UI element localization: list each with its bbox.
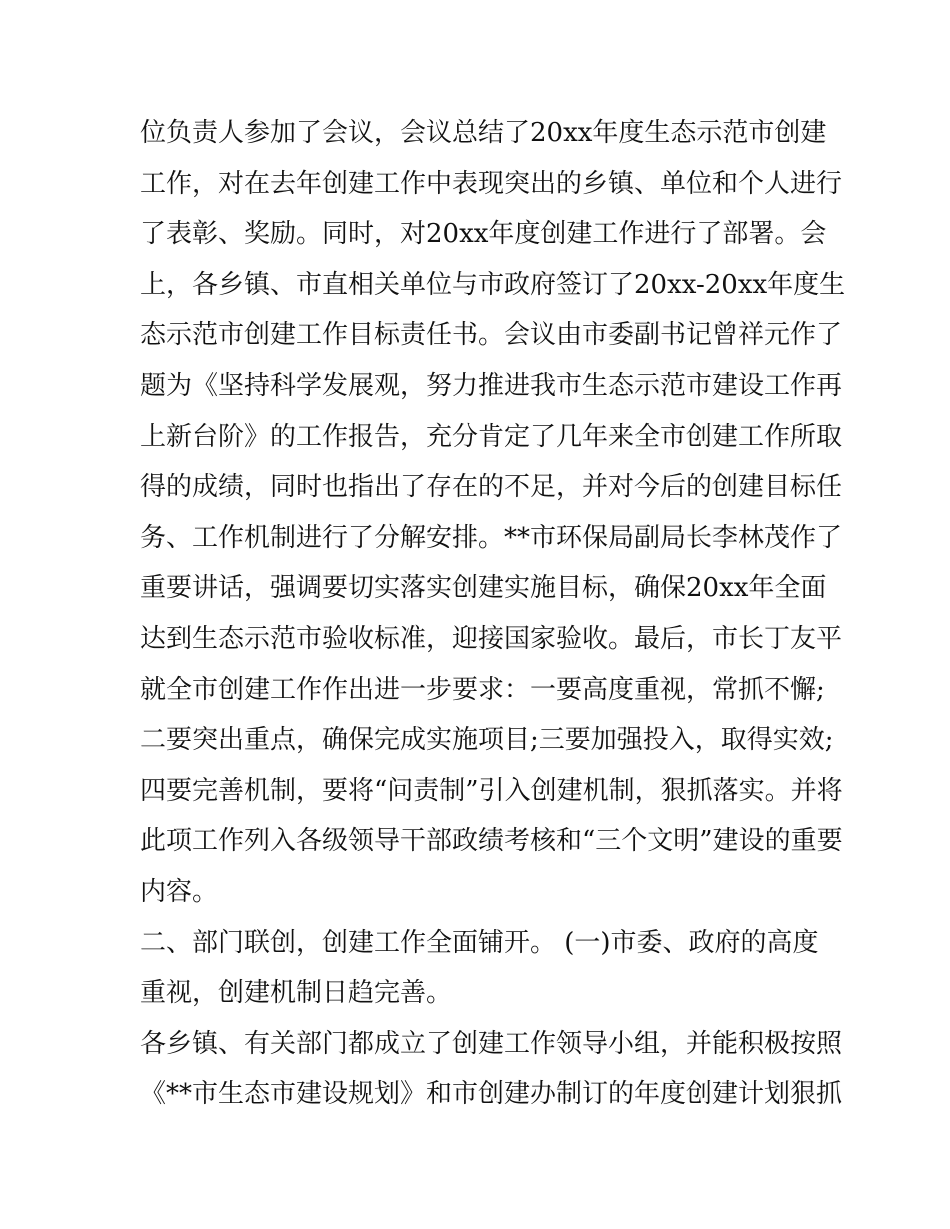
text-line: 各乡镇、有关部门都成立了创建工作领导小组，并能积极按照 [140, 1028, 843, 1059]
text-line: 工作，对在去年创建工作中表现突出的乡镇、单位和个人进行 [140, 168, 843, 199]
text-line: 此项工作列入各级领导干部政绩考核和“三个文明”建设的重要 [140, 826, 843, 857]
text-line: 重视，创建机制日趋完善。 [140, 978, 453, 1009]
text-line: 《**市生态市建设规划》和市创建办制订的年度创建计划狠抓 [140, 1079, 843, 1110]
text-line: 了表彰、奖励。同时，对20xx年度创建工作进行了部署。会 [140, 219, 827, 250]
document-body [140, 108, 846, 1120]
text-line: 就全市创建工作作出进一步要求：一要高度重视，常抓不懈; [140, 674, 825, 705]
paragraph-meeting-summary [140, 108, 846, 918]
text-line: 得的成绩，同时也指出了存在的不足，并对今后的创建目标任 [140, 472, 843, 503]
text-line: 态示范市创建工作目标责任书。会议由市委副书记曾祥元作了 [140, 320, 843, 351]
text-line: 题为《坚持科学发展观，努力推进我市生态示范市建设工作再 [140, 370, 843, 401]
text-line: 位负责人参加了会议，会议总结了20xx年度生态示范市创建 [140, 118, 827, 148]
text-line: 上新台阶》的工作报告，充分肯定了几年来全市创建工作所取 [140, 421, 843, 452]
text-line: 内容。 [140, 876, 219, 907]
section-heading-department-joint [140, 918, 820, 1019]
text-line: 二要突出重点，确保完成实施项目;三要加强投入，取得实效; [140, 725, 834, 756]
text-line: 二、部门联创，创建工作全面铺开。 (一)市委、政府的高度 [140, 927, 819, 958]
text-line: 达到生态示范市验收标准，迎接国家验收。最后，市长丁友平 [140, 623, 843, 654]
text-line: 重要讲话，强调要切实落实创建实施目标，确保20xx年全面 [140, 573, 827, 604]
text-line: 上，各乡镇、市直相关单位与市政府签订了20xx-20xx年度生 [140, 269, 846, 300]
text-line: 务、工作机制进行了分解安排。**市环保局副局长李林茂作了 [140, 522, 843, 553]
text-line: 四要完善机制，要将“问责制”引入创建机制，狠抓落实。并将 [140, 775, 843, 806]
paragraph-leadership-groups [140, 1019, 843, 1120]
